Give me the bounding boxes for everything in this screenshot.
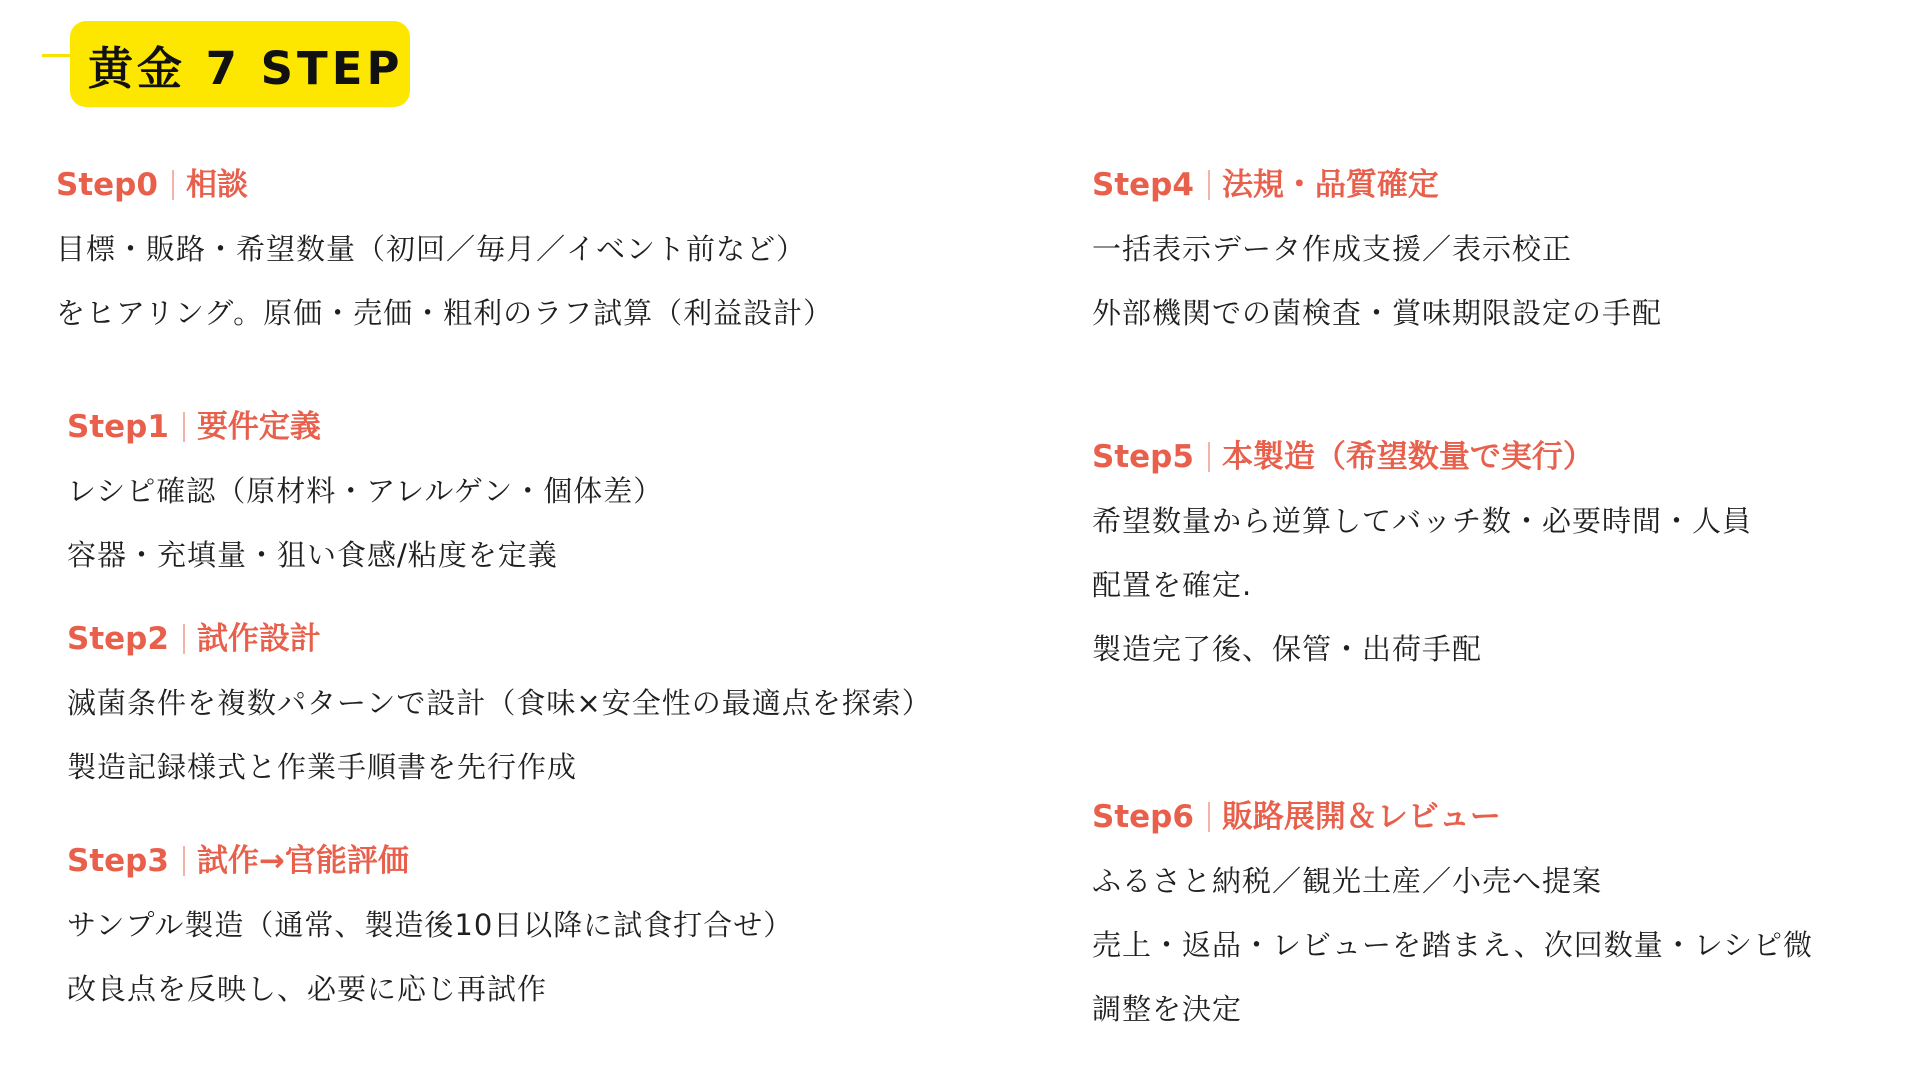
step-label: Step3 [67,843,169,879]
step-line: 売上・返品・レビューを踏まえ、次回数量・レシピ微 [1092,928,1814,962]
step-title [67,841,793,881]
step-separator [183,846,185,876]
step-5 [1092,437,1752,669]
step-name: 要件定義 [196,409,321,445]
step-name: 試作設計 [196,621,321,657]
title-badge [70,21,410,107]
step-separator [1208,802,1210,832]
step-line: 改良点を反映し、必要に応じ再試作 [67,972,548,1006]
step-label: Step4 [1092,167,1194,203]
step-title [56,165,833,205]
step-label: Step0 [56,167,158,203]
step-title [1092,797,1813,837]
step-line: 容器・充填量・狙い食感/粘度を定義 [67,538,558,572]
step-2 [67,619,932,787]
step-title [67,619,932,659]
step-line: ふるさと納税／観光土産／小売へ提案 [1092,864,1603,898]
step-line: 調整を決定 [1092,992,1243,1026]
step-separator [172,170,174,200]
step-name: 販路展開＆レビュー [1221,799,1501,835]
step-3 [67,841,793,1009]
step-label: Step2 [67,621,169,657]
step-line: 外部機関での菌検査・賞味期限設定の手配 [1092,296,1663,330]
step-line: をヒアリング。原価・売価・粗利のラフ試算（利益設計） [56,296,834,330]
step-line: 滅菌条件を複数パターンで設計（食味×安全性の最適点を探索） [67,686,932,720]
step-title [67,407,663,447]
step-name: 相談 [185,167,248,203]
step-4 [1092,165,1662,333]
step-label: Step1 [67,409,169,445]
step-name: 本製造（希望数量で実行） [1221,439,1594,475]
step-title [1092,437,1752,477]
step-line: 希望数量から逆算してバッチ数・必要時間・人員 [1092,504,1753,538]
step-1 [67,407,663,575]
step-separator [1208,170,1210,200]
step-line: レシピ確認（原材料・アレルゲン・個体差） [67,474,664,508]
step-separator [183,624,185,654]
step-line: 配置を確定. [1092,568,1253,602]
step-line: 製造記録様式と作業手順書を先行作成 [67,750,578,784]
step-line: 一括表示データ作成支援／表示校正 [1092,232,1573,266]
step-label: Step5 [1092,439,1194,475]
step-separator [1208,442,1210,472]
step-line: サンプル製造（通常、製造後10日以降に試食打合せ） [67,908,794,942]
step-6 [1092,797,1813,1029]
step-name: 法規・品質確定 [1221,167,1439,203]
title-accent-line [42,54,72,57]
step-name: 試作→官能評価 [196,843,409,879]
step-0 [56,165,833,333]
page-title: 黄金 7 STEP [88,41,404,95]
step-line: 製造完了後、保管・出荷手配 [1092,632,1483,666]
step-separator [183,412,185,442]
step-line: 目標・販路・希望数量（初回／毎月／イベント前など） [56,232,807,266]
step-label: Step6 [1092,799,1194,835]
step-title [1092,165,1662,205]
